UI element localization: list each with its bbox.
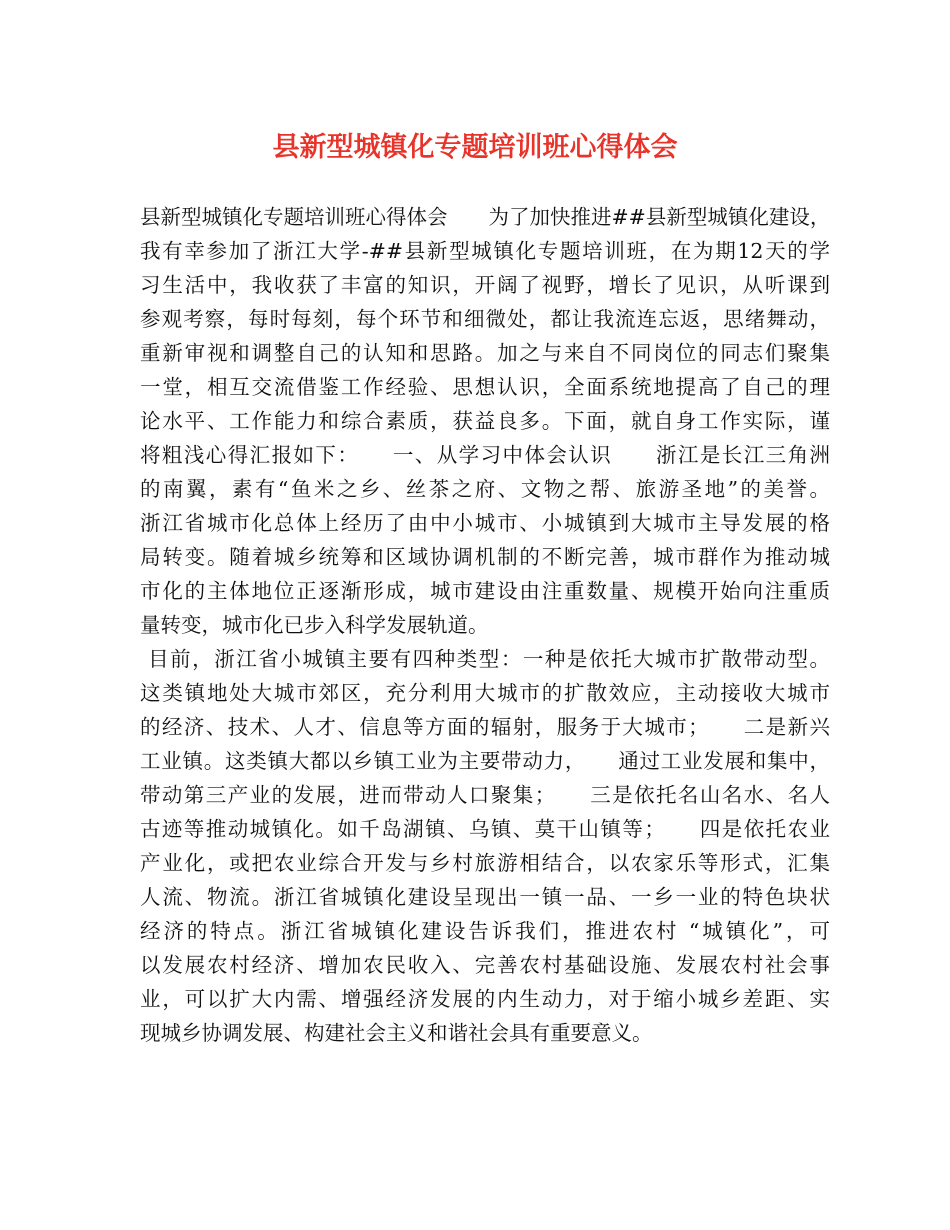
body-line: 重新审视和调整自己的认知和思路。加之与来自不同岗位的同志们聚集	[140, 341, 830, 365]
body-line: 一堂，相互交流借鉴工作经验、思想认识，全面系统地提高了自己的理	[140, 375, 830, 399]
body-line: 现城乡协调发展、构建社会主义和谐社会具有重要意义。	[140, 1021, 653, 1045]
body-line: 量转变，城市化已步入科学发展轨道。	[140, 613, 489, 637]
document-title: 县新型城镇化专题培训班心得体会	[272, 132, 678, 163]
body-line: 目前，浙江省小城镇主要有四种类型：一种是依托大城市扩散带动型。	[140, 647, 830, 671]
body-line: 浙江省城市化总体上经历了由中小城市、小城镇到大城市主导发展的格	[140, 511, 830, 535]
body-line: 带动第三产业的发展，进而带动人口聚集； 三是依托名山名水、名人	[140, 783, 830, 807]
body-line: 产业化，或把农业综合开发与乡村旅游相结合，以农家乐等形式，汇集	[140, 851, 830, 875]
body-line: 的南翼，素有“鱼米之乡、丝茶之府、文物之帮、旅游圣地”的美誉。	[140, 477, 830, 501]
body-line: 经济的特点。浙江省城镇化建设告诉我们，推进农村 “城镇化”，可	[140, 919, 830, 943]
body-line: 我有幸参加了浙江大学-##县新型城镇化专题培训班，在为期12天的学	[140, 239, 830, 263]
body-line: 参观考察，每时每刻，每个环节和细微处，都让我流连忘返，思绪舞动，	[140, 307, 830, 331]
body-line: 论水平、工作能力和综合素质，获益良多。下面，就自身工作实际，谨	[140, 409, 830, 433]
body-line: 县新型城镇化专题培训班心得体会 为了加快推进##县新型城镇化建设，	[140, 205, 831, 229]
body-line: 工业镇。这类镇大都以乡镇工业为主要带动力， 通过工业发展和集中，	[140, 749, 830, 773]
body-line: 局转变。随着城乡统筹和区域协调机制的不断完善，城市群作为推动城	[140, 545, 830, 569]
body-line: 古迹等推动城镇化。如千岛湖镇、乌镇、莫干山镇等； 四是依托农业	[140, 817, 830, 841]
body-line: 市化的主体地位正逐渐形成，城市建设由注重数量、规模开始向注重质	[140, 579, 830, 603]
body-line: 这类镇地处大城市郊区，充分利用大城市的扩散效应，主动接收大城市	[140, 681, 830, 705]
body-line: 以发展农村经济、增加农民收入、完善农村基础设施、发展农村社会事	[140, 953, 830, 977]
body-line: 的经济、技术、人才、信息等方面的辐射，服务于大城市； 二是新兴	[140, 715, 830, 739]
body-line: 人流、物流。浙江省城镇化建设呈现出一镇一品、一乡一业的特色块状	[140, 885, 830, 909]
body-line: 业，可以扩大内需、增强经济发展的内生动力，对于缩小城乡差距、实	[140, 987, 830, 1011]
body-line: 将粗浅心得汇报如下： 一、从学习中体会认识 浙江是长江三角洲	[140, 443, 830, 467]
document-body	[140, 200, 830, 1050]
body-line: 习生活中，我收获了丰富的知识，开阔了视野，增长了见识，从听课到	[140, 273, 830, 297]
